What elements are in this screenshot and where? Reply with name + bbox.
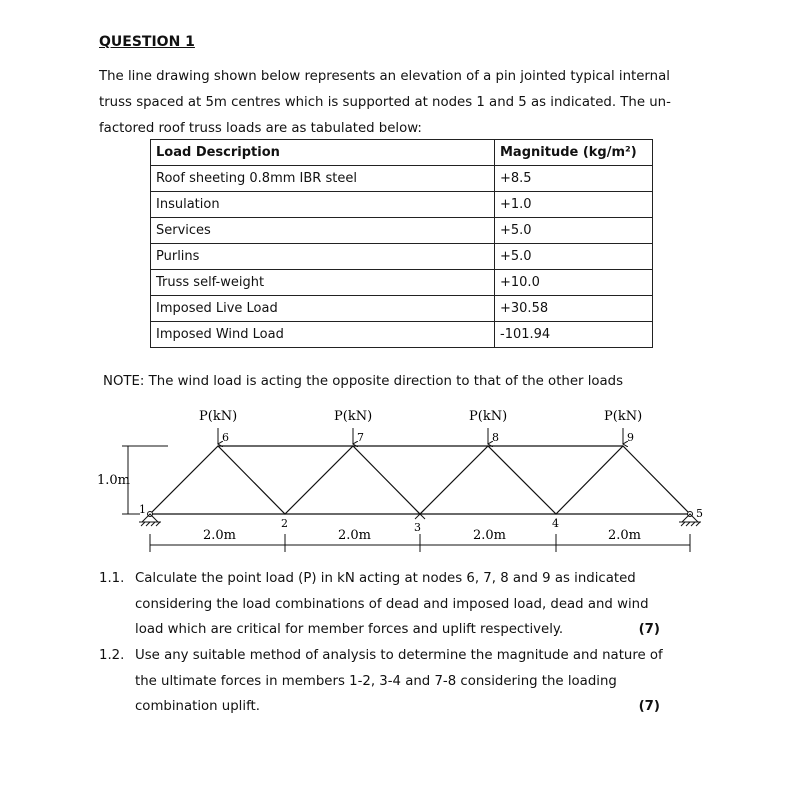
table-row [151, 244, 653, 270]
span-label-3: 2.0m [473, 528, 507, 543]
load-description-cell: Services [151, 218, 495, 244]
magnitude-cell: +10.0 [495, 270, 653, 296]
magnitude-cell: +1.0 [495, 192, 653, 218]
load-description-cell: Purlins [151, 244, 495, 270]
table-row [151, 166, 653, 192]
height-dimension-label: 1.0m [97, 473, 131, 488]
table-row [151, 322, 653, 348]
table-row [151, 192, 653, 218]
question-number: 1.2. [99, 648, 125, 663]
wind-note: NOTE: The wind load is acting the opposite direction to that of the other loads [103, 374, 624, 389]
loads-table [150, 139, 653, 348]
span-label-4: 2.0m [608, 528, 642, 543]
column-header-load-description: Load Description [151, 140, 495, 166]
node-label-7: 7 [357, 431, 364, 444]
load-label-node-9: P(kN) [604, 409, 643, 424]
question-1-1 [0, 566, 803, 642]
question-text: Use any suitable method of analysis to determine the magnitude and nature of the ultimate forces in members 1-2, 3-4 and 7-8 considering the loading combination uplift. [135, 648, 663, 714]
magnitude-cell: +8.5 [495, 166, 653, 192]
question-1-2 [0, 643, 803, 721]
question-number: 1.1. [99, 571, 125, 586]
question-title: QUESTION 1 [99, 34, 195, 50]
node-label-8: 8 [492, 431, 499, 444]
load-description-cell: Insulation [151, 192, 495, 218]
node-label-5: 5 [696, 507, 703, 520]
truss-diagram [0, 400, 803, 555]
load-description-cell: Imposed Live Load [151, 296, 495, 322]
load-label-node-6: P(kN) [199, 409, 238, 424]
node-label-1: 1 [139, 503, 146, 516]
node-label-4: 4 [552, 517, 559, 530]
node-label-9: 9 [627, 431, 634, 444]
question-text: Calculate the point load (P) in kN acting at nodes 6, 7, 8 and 9 as indicated considering the load combinations of dead and imposed load, dead and wind load which are critical for member forces and uplift respectively. [135, 571, 649, 637]
load-label-node-8: P(kN) [469, 409, 508, 424]
table-header-row [151, 140, 653, 166]
node-label-6: 6 [222, 431, 229, 444]
question-marks: (7) [638, 699, 660, 714]
magnitude-cell: +5.0 [495, 244, 653, 270]
table-row [151, 296, 653, 322]
node-label-3: 3 [414, 521, 421, 534]
magnitude-cell: +5.0 [495, 218, 653, 244]
span-label-2: 2.0m [338, 528, 372, 543]
span-label-1: 2.0m [203, 528, 237, 543]
magnitude-cell: -101.94 [495, 322, 653, 348]
question-intro: The line drawing shown below represents an elevation of a pin jointed typical internal truss spaced at 5m centres which is supported at nodes 1 and 5 as indicated. The un-factored roof truss loads are as tabulated below: [99, 69, 671, 136]
node-label-2: 2 [281, 517, 288, 530]
table-row [151, 218, 653, 244]
magnitude-cell: +30.58 [495, 296, 653, 322]
load-description-cell: Imposed Wind Load [151, 322, 495, 348]
question-marks: (7) [638, 622, 660, 637]
load-description-cell: Roof sheeting 0.8mm IBR steel [151, 166, 495, 192]
diagonal-members [150, 446, 690, 514]
load-label-node-7: P(kN) [334, 409, 373, 424]
load-description-cell: Truss self-weight [151, 270, 495, 296]
table-row [151, 270, 653, 296]
column-header-magnitude: Magnitude (kg/m²) [495, 140, 653, 166]
